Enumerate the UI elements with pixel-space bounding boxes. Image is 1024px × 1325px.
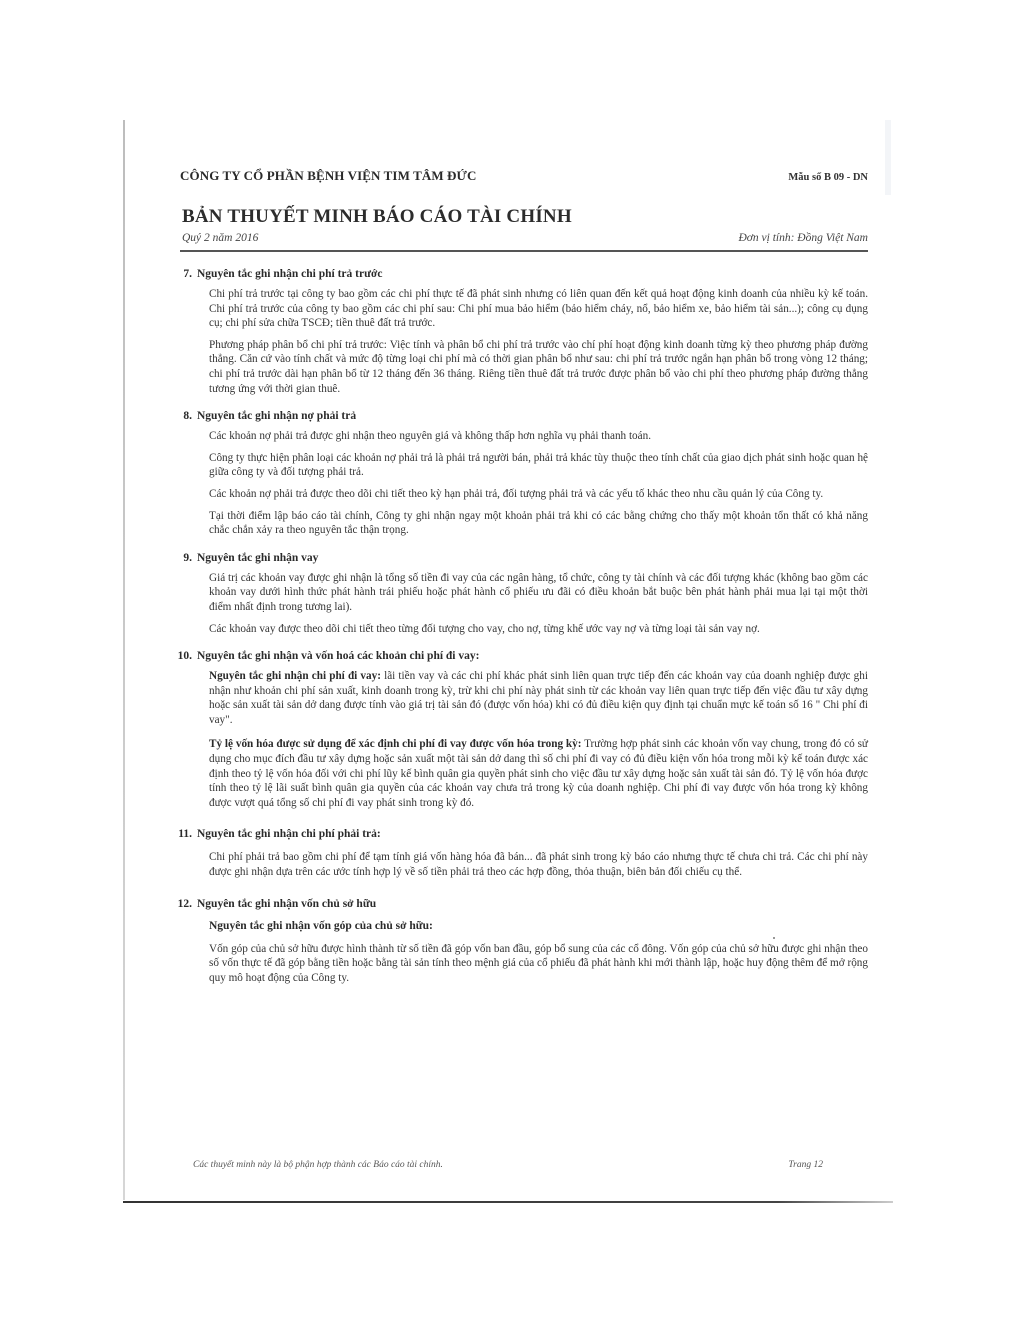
section-11: [180, 828, 868, 879]
subsection-heading: Nguyên tắc ghi nhận vốn góp của chủ sở hữu:: [209, 919, 433, 932]
paragraph-body: Trường hợp phát sinh các khoản vốn vay chung, trong đó có sử dụng cho mục đích đầu tư xây dựng hoặc sản xuất một tài sản dở dang thì số chi phí đi vay có đủ điều kiện vốn hóa trong mỗi kỳ kế toán được xác định theo tỷ lệ vốn hóa đối với chi phí lũy kế bình quân gia quyền phát sinh cho việc đầu tư xây dựng hoặc sản xuất tài sản đó. Tỷ lệ vốn hóa được tính theo tỷ lệ lãi suất bình quân gia quyền của các khoản vay chưa trả trong kỳ của doanh nghiệp. Chi phí đi vay được vốn hóa trong kỳ không được vượt quá tổng số chi phí đi vay phát sinh trong kỳ đó.: [209, 738, 868, 809]
paragraph: Phương pháp phân bổ chi phí trả trước: Việc tính và phân bổ chi phí trả trước vào chí phí hoạt động kinh doanh từng kỳ theo phương pháp đường thẳng. Căn cứ vào tính chất và mức độ từng loại chi phí mà có thời gian phân bổ như sau: chi phí trả trước ngắn hạn phân bổ trong vòng 12 tháng; chi phí trả trước dài hạn phân bổ từ 12 tháng đến 36 tháng. Riêng tiền thuê đất trả trước được phân bổ vào chi phí theo phương pháp đường thẳng tương ứng với thời gian thuê.: [209, 338, 868, 395]
paragraph-body: lãi tiền vay và các chi phí khác phát sinh liên quan trực tiếp đến các khoản vay của doanh nghiệp được ghi nhận như khoản chi phí sản xuất, kinh doanh trong kỳ, trừ khi chi phí này phát sinh từ các khoản vay liên quan trực tiếp đến việc đầu tư xây dựng hoặc sản xuất tài sản dở dang được tính vào giá trị tài sản đó (được vốn hóa) khi có đủ điều kiện quy định tại chuẩn mực kế toán số 16 " Chi phí đi vay".: [209, 670, 868, 726]
section-7: [180, 268, 868, 396]
paragraph: [209, 669, 868, 727]
paragraph-lead: Tỷ lệ vốn hóa được sử dụng để xác định chi phí đi vay được vốn hóa trong kỳ:: [209, 738, 582, 751]
bottom-rule: [123, 1201, 893, 1203]
form-number: Mẫu số B 09 - DN: [788, 172, 868, 183]
section-title: Nguyên tắc ghi nhận chi phí trả trước: [197, 268, 383, 280]
section-heading: [177, 897, 868, 910]
paragraph: Các khoản nợ phải trả được theo dõi chi tiết theo kỳ hạn phải trả, đối tượng phải trả và các yếu tố khác theo nhu cầu quản lý của Công ty.: [209, 487, 824, 500]
page-number: Trang 12: [788, 1160, 823, 1170]
page-footer: [193, 1160, 823, 1170]
paragraph: Công ty thực hiện phân loại các khoản nợ phải trả là phải trả người bán, phải trả khác tùy thuộc theo tính chất của giao dịch phát sinh hoặc quan hệ giữa công ty và đối tượng phải trả.: [209, 451, 868, 479]
section-10: [177, 650, 868, 810]
section-heading: [180, 410, 868, 422]
section-heading: [177, 650, 868, 663]
currency-unit: Đơn vị tính: Đồng Việt Nam: [738, 232, 868, 244]
paragraph: Vốn góp của chủ sở hữu được hình thành từ số tiền đã góp vốn ban đầu, góp bổ sung của các cổ đông. Vốn góp của chủ sở hữu được ghi nhận theo số vốn thực tế đã góp bằng tiền hoặc bằng tài sản tính theo mệnh giá của cổ phiếu đã phát hành khi mới thành lập, hoặc huy động thêm để mở rộng quy mô hoạt động của Công ty.: [209, 942, 868, 984]
header-row: [180, 168, 868, 184]
paragraph: Tại thời điểm lập báo cáo tài chính, Công ty ghi nhận ngay một khoản phải trả khi có các bằng chứng cho thấy một khoản tổn thất có khả năng chắc chắn xảy ra theo nguyên tắc thận trọng.: [209, 509, 868, 537]
section-title: Nguyên tắc ghi nhận vay: [197, 551, 319, 564]
section-number: 10.: [177, 650, 192, 663]
report-period: Quý 2 năm 2016: [182, 232, 259, 244]
section-number: 8.: [183, 410, 192, 423]
section-heading: [180, 828, 868, 840]
section-number: 7.: [183, 268, 192, 280]
section-heading: [180, 552, 868, 564]
section-number: 12.: [177, 897, 192, 910]
footer-note: Các thuyết minh này là bộ phận hợp thành các Báo cáo tài chính.: [193, 1160, 443, 1170]
scan-speck: [773, 937, 775, 939]
company-name: CÔNG TY CỔ PHẦN BỆNH VIỆN TIM TÂM ĐỨC: [180, 168, 477, 183]
section-12: [177, 897, 868, 986]
section-title: Nguyên tắc ghi nhận nợ phải trả: [197, 410, 357, 423]
section-number: 9.: [183, 551, 192, 564]
paragraph: Các khoản vay được theo dõi chi tiết theo từng đối tượng cho vay, cho nợ, từng khế ước vay nợ và từng loại tài sản vay nợ.: [209, 622, 760, 635]
paragraph: [209, 737, 868, 810]
section-heading: [180, 268, 868, 280]
document-page: [177, 168, 868, 985]
scan-edge-right: [885, 120, 891, 195]
paragraph: Chi phí trả trước tại công ty bao gồm các chi phí thực tế đã phát sinh nhưng có liên quan đến kết quả hoạt động kinh doanh của nhiều kỳ kế toán. Chi phí trả trước của công ty bao gồm các chi phí sau: Chi phí mua bảo hiểm (bảo hiểm cháy, nổ, bảo hiểm xe, bảo hiểm tài sản...); công cụ dụng cụ; chi phí sửa chữa TSCĐ; tiền thuê đất trả trước.: [209, 288, 868, 330]
paragraph-lead: Nguyên tắc ghi nhận chi phí đi vay:: [209, 670, 381, 683]
paragraph: Chi phí phải trả bao gồm chi phí để tạm tính giá vốn hàng hóa đã bán... đã phát sinh trong kỳ báo cáo nhưng thực tế chưa chi trả. Các chi phí này được ghi nhận dựa trên các ước tính hợp lý về số tiền phải trả theo các hợp đồng, thỏa thuận, biên bản đối chiếu cụ thể.: [209, 851, 868, 879]
section-number: 11.: [178, 828, 192, 841]
section-title: Nguyên tắc ghi nhận chi phí phải trả:: [197, 828, 381, 841]
section-title: Nguyên tắc ghi nhận vốn chủ sở hữu: [197, 897, 377, 910]
paragraph: Giá trị các khoản vay được ghi nhận là tổng số tiền đi vay của các ngân hàng, tổ chức, công ty tài chính và các đối tượng khác (không bao gồm các khoản vay dưới hình thức phát hành trái phiếu hoặc phát hành cổ phiếu ưu đãi có điều khoản bắt buộc bên phát hành phải mua lại tại một thời điểm nhất định trong tương lai).: [209, 571, 868, 613]
section-9: [180, 552, 868, 636]
scan-edge-left: [123, 120, 125, 1200]
subtitle-row: [180, 232, 868, 252]
document-title: BẢN THUYẾT MINH BÁO CÁO TÀI CHÍNH: [182, 206, 572, 227]
section-title: Nguyên tắc ghi nhận và vốn hoá các khoản chi phí đi vay:: [197, 650, 480, 663]
section-8: [180, 410, 868, 538]
paragraph: Các khoản nợ phải trả được ghi nhận theo nguyên giá và không thấp hơn nghĩa vụ phải thanh toán.: [209, 430, 651, 443]
